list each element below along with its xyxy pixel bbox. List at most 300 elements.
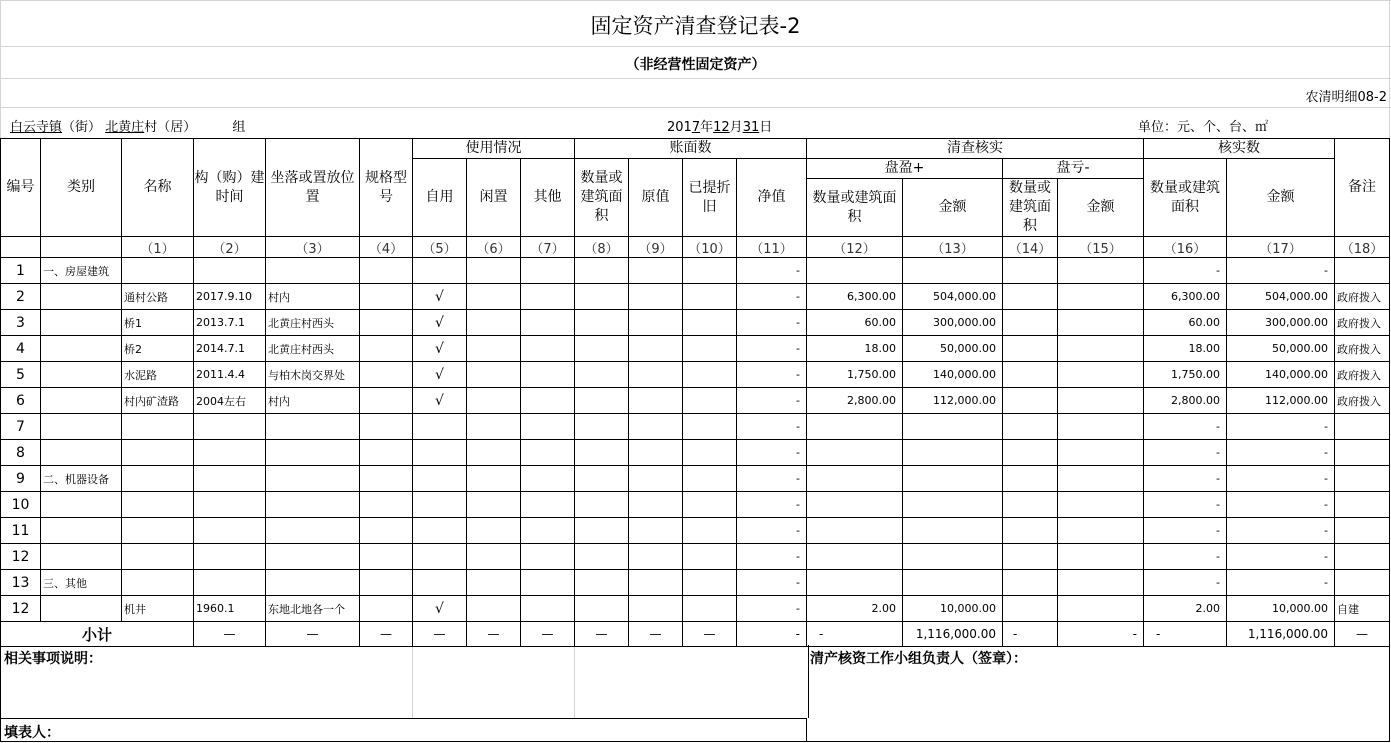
cell-sq[interactable]: [807, 258, 903, 284]
cell-name[interactable]: 桥2: [122, 336, 194, 362]
cell-spec[interactable]: [360, 440, 413, 466]
cell-other[interactable]: [521, 518, 575, 544]
cell-name[interactable]: [122, 492, 194, 518]
cell-la[interactable]: [1058, 258, 1144, 284]
cell-self[interactable]: √: [413, 336, 467, 362]
cell-rem[interactable]: [1335, 440, 1390, 466]
cell-cat[interactable]: 一、房屋建筑: [41, 258, 122, 284]
cell-va[interactable]: 140,000.00: [1227, 362, 1335, 388]
cell-rem[interactable]: [1335, 258, 1390, 284]
cell-name[interactable]: [122, 440, 194, 466]
cell-spec[interactable]: [360, 570, 413, 596]
cell-net[interactable]: -: [737, 362, 807, 388]
cell-la[interactable]: [1058, 544, 1144, 570]
cell-name[interactable]: 通村公路: [122, 284, 194, 310]
cell-sa[interactable]: [903, 414, 1003, 440]
cell-cat[interactable]: [41, 362, 122, 388]
index-cell: （7）: [521, 237, 575, 258]
cell-net[interactable]: -: [737, 492, 807, 518]
cell-rem[interactable]: [1335, 414, 1390, 440]
cell-la[interactable]: [1058, 310, 1144, 336]
cell-vq[interactable]: -: [1144, 440, 1227, 466]
cell-orig[interactable]: [629, 596, 683, 622]
cell-net[interactable]: -: [737, 466, 807, 492]
cell-bqty[interactable]: [575, 596, 629, 622]
cell-vq[interactable]: 1,750.00: [1144, 362, 1227, 388]
cell-vq[interactable]: 6,300.00: [1144, 284, 1227, 310]
cell-sq[interactable]: 2.00: [807, 596, 903, 622]
cell-cat[interactable]: [41, 440, 122, 466]
subtotal-row: [1, 622, 1390, 647]
cell-lq[interactable]: [1003, 284, 1058, 310]
cell-depr[interactable]: [683, 518, 737, 544]
cell-spec[interactable]: [360, 310, 413, 336]
cell-cat[interactable]: [41, 284, 122, 310]
cell-lq[interactable]: [1003, 362, 1058, 388]
cell-va[interactable]: 112,000.00: [1227, 388, 1335, 414]
cell-name[interactable]: [122, 258, 194, 284]
cell-va[interactable]: 10,000.00: [1227, 596, 1335, 622]
cell-rem[interactable]: [1335, 492, 1390, 518]
cell-rem[interactable]: 政府拨入: [1335, 336, 1390, 362]
cell-vq[interactable]: -: [1144, 414, 1227, 440]
sign-area[interactable]: [807, 645, 1390, 742]
cell-spec[interactable]: [360, 466, 413, 492]
cell-lq[interactable]: [1003, 518, 1058, 544]
cell-loc[interactable]: [266, 466, 360, 492]
cell-other[interactable]: [521, 310, 575, 336]
cell-no[interactable]: 6: [1, 388, 41, 414]
cell-other[interactable]: [521, 258, 575, 284]
cell-vq[interactable]: 2.00: [1144, 596, 1227, 622]
cell-other[interactable]: [521, 362, 575, 388]
cell-orig[interactable]: [629, 310, 683, 336]
cell-sq[interactable]: 6,300.00: [807, 284, 903, 310]
cell-depr[interactable]: [683, 440, 737, 466]
cell-time[interactable]: 2011.4.4: [194, 362, 266, 388]
cell-la[interactable]: [1058, 388, 1144, 414]
cell-spec[interactable]: [360, 414, 413, 440]
cell-name[interactable]: 机井: [122, 596, 194, 622]
cell-va[interactable]: 504,000.00: [1227, 284, 1335, 310]
cell-orig[interactable]: [629, 258, 683, 284]
cell-net[interactable]: -: [737, 258, 807, 284]
cell-name[interactable]: [122, 570, 194, 596]
cell-vq[interactable]: -: [1144, 570, 1227, 596]
cell-net[interactable]: -: [737, 336, 807, 362]
cell-depr[interactable]: [683, 466, 737, 492]
cell-cat[interactable]: 三、其他: [41, 570, 122, 596]
cell-idle[interactable]: [467, 388, 521, 414]
cell-net[interactable]: -: [737, 440, 807, 466]
cell-rem[interactable]: 政府拨入: [1335, 362, 1390, 388]
cell-bqty[interactable]: [575, 310, 629, 336]
cell-orig[interactable]: [629, 414, 683, 440]
cell-other[interactable]: [521, 336, 575, 362]
cell-spec[interactable]: [360, 284, 413, 310]
cell-sq[interactable]: [807, 440, 903, 466]
cell-self[interactable]: [413, 466, 467, 492]
cell-spec[interactable]: [360, 388, 413, 414]
cell-vq[interactable]: 2,800.00: [1144, 388, 1227, 414]
cell-sq[interactable]: [807, 544, 903, 570]
cell-lq[interactable]: [1003, 336, 1058, 362]
cell-bqty[interactable]: [575, 414, 629, 440]
column-index-row: [1, 237, 1390, 258]
cell-la[interactable]: [1058, 466, 1144, 492]
date-month-suffix: 月: [729, 120, 743, 135]
cell-orig[interactable]: [629, 570, 683, 596]
cell-la[interactable]: [1058, 284, 1144, 310]
cell-loc[interactable]: [266, 544, 360, 570]
cell-other[interactable]: [521, 570, 575, 596]
cell-loc[interactable]: 村内: [266, 284, 360, 310]
cell-idle[interactable]: [467, 492, 521, 518]
cell-time[interactable]: [194, 466, 266, 492]
cell-time[interactable]: [194, 518, 266, 544]
cell-orig[interactable]: [629, 362, 683, 388]
cell-loc[interactable]: [266, 570, 360, 596]
cell-depr[interactable]: [683, 570, 737, 596]
cell-idle[interactable]: [467, 596, 521, 622]
cell-orig[interactable]: [629, 440, 683, 466]
cell-lq[interactable]: [1003, 466, 1058, 492]
cell-vq[interactable]: -: [1144, 466, 1227, 492]
cell-idle[interactable]: [467, 362, 521, 388]
cell-la[interactable]: [1058, 596, 1144, 622]
cell-net[interactable]: -: [737, 310, 807, 336]
cell-orig[interactable]: [629, 388, 683, 414]
cell-self[interactable]: [413, 570, 467, 596]
cell-depr[interactable]: [683, 492, 737, 518]
cell-sa[interactable]: [903, 518, 1003, 544]
cell-idle[interactable]: [467, 518, 521, 544]
cell-self[interactable]: [413, 258, 467, 284]
cell-orig[interactable]: [629, 518, 683, 544]
cell-cat[interactable]: [41, 518, 122, 544]
cell-time[interactable]: [194, 414, 266, 440]
cell-vq[interactable]: -: [1144, 492, 1227, 518]
cell-sq[interactable]: [807, 466, 903, 492]
cell-rem[interactable]: 政府拨入: [1335, 310, 1390, 336]
cell-self[interactable]: [413, 440, 467, 466]
cell-time[interactable]: 2017.9.10: [194, 284, 266, 310]
cell-la[interactable]: [1058, 414, 1144, 440]
cell-self[interactable]: √: [413, 362, 467, 388]
cell-no[interactable]: 5: [1, 362, 41, 388]
cell-rem[interactable]: [1335, 544, 1390, 570]
cell-net[interactable]: -: [737, 414, 807, 440]
cell-va[interactable]: -: [1227, 466, 1335, 492]
cell-sa[interactable]: 504,000.00: [903, 284, 1003, 310]
cell-net[interactable]: -: [737, 518, 807, 544]
cell-vq[interactable]: -: [1144, 544, 1227, 570]
cell-sa[interactable]: [903, 544, 1003, 570]
cell-no[interactable]: 13: [1, 570, 41, 596]
cell-lq[interactable]: [1003, 388, 1058, 414]
cell-no[interactable]: 12: [1, 596, 41, 622]
cell-time[interactable]: [194, 492, 266, 518]
cell-bqty[interactable]: [575, 570, 629, 596]
cell-bqty[interactable]: [575, 336, 629, 362]
cell-self[interactable]: [413, 544, 467, 570]
cell-la[interactable]: [1058, 336, 1144, 362]
filler-area[interactable]: [0, 718, 807, 742]
cell-other[interactable]: [521, 284, 575, 310]
cell-lq[interactable]: [1003, 570, 1058, 596]
cell-va[interactable]: -: [1227, 518, 1335, 544]
cell-loc[interactable]: [266, 414, 360, 440]
cell-name[interactable]: 村内矿渣路: [122, 388, 194, 414]
cell-sa[interactable]: 300,000.00: [903, 310, 1003, 336]
cell-sa[interactable]: 10,000.00: [903, 596, 1003, 622]
cell-depr[interactable]: [683, 310, 737, 336]
cell-name[interactable]: [122, 466, 194, 492]
cell-depr[interactable]: [683, 362, 737, 388]
town-name: 白云寺镇: [10, 120, 63, 135]
cell-other[interactable]: [521, 414, 575, 440]
cell-cat[interactable]: 二、机器设备: [41, 466, 122, 492]
cell-cat[interactable]: [41, 310, 122, 336]
cell-va[interactable]: -: [1227, 544, 1335, 570]
cell-other[interactable]: [521, 596, 575, 622]
cell-sa[interactable]: [903, 570, 1003, 596]
cell-time[interactable]: [194, 544, 266, 570]
data-rows: [1, 258, 1390, 622]
index-cell-blank: [41, 237, 122, 258]
cell-other[interactable]: [521, 440, 575, 466]
cell-other[interactable]: [521, 544, 575, 570]
cell-no[interactable]: 3: [1, 310, 41, 336]
cell-vq[interactable]: -: [1144, 518, 1227, 544]
cell-bqty[interactable]: [575, 518, 629, 544]
cell-self[interactable]: √: [413, 310, 467, 336]
cell-lq[interactable]: [1003, 440, 1058, 466]
cell-orig[interactable]: [629, 492, 683, 518]
cell-sq[interactable]: [807, 570, 903, 596]
cell-name[interactable]: [122, 544, 194, 570]
cell-vq[interactable]: -: [1144, 258, 1227, 284]
header-depr: 已提折旧: [683, 159, 737, 237]
cell-self[interactable]: √: [413, 596, 467, 622]
cell-time[interactable]: [194, 570, 266, 596]
cell-cat[interactable]: [41, 544, 122, 570]
cell-net[interactable]: -: [737, 544, 807, 570]
sign-label: 清产核资工作小组负责人（签章）：: [810, 651, 1027, 667]
cell-spec[interactable]: [360, 258, 413, 284]
cell-self[interactable]: √: [413, 388, 467, 414]
date-month: 12: [713, 120, 730, 135]
cell-idle[interactable]: [467, 466, 521, 492]
cell-no[interactable]: 8: [1, 440, 41, 466]
cell-no[interactable]: 1: [1, 258, 41, 284]
cell-sa[interactable]: [903, 440, 1003, 466]
subtotal-cell: -: [807, 622, 903, 647]
cell-orig[interactable]: [629, 466, 683, 492]
table-row: [1, 518, 1390, 544]
cell-other[interactable]: [521, 492, 575, 518]
cell-loc[interactable]: 北黄庄村西头: [266, 310, 360, 336]
cell-va[interactable]: -: [1227, 414, 1335, 440]
cell-name[interactable]: [122, 518, 194, 544]
cell-spec[interactable]: [360, 492, 413, 518]
cell-la[interactable]: [1058, 492, 1144, 518]
cell-sa[interactable]: 50,000.00: [903, 336, 1003, 362]
cell-bqty[interactable]: [575, 284, 629, 310]
cell-la[interactable]: [1058, 518, 1144, 544]
cell-idle[interactable]: [467, 544, 521, 570]
cell-rem[interactable]: 政府拨入: [1335, 388, 1390, 414]
cell-no[interactable]: 9: [1, 466, 41, 492]
cell-spec[interactable]: [360, 336, 413, 362]
cell-idle[interactable]: [467, 570, 521, 596]
cell-depr[interactable]: [683, 596, 737, 622]
cell-net[interactable]: -: [737, 570, 807, 596]
cell-lq[interactable]: [1003, 414, 1058, 440]
cell-vq[interactable]: 60.00: [1144, 310, 1227, 336]
cell-lq[interactable]: [1003, 258, 1058, 284]
cell-loc[interactable]: [266, 518, 360, 544]
cell-va[interactable]: 50,000.00: [1227, 336, 1335, 362]
cell-name[interactable]: [122, 414, 194, 440]
cell-cat[interactable]: [41, 492, 122, 518]
cell-no[interactable]: 11: [1, 518, 41, 544]
cell-orig[interactable]: [629, 336, 683, 362]
cell-depr[interactable]: [683, 414, 737, 440]
header-ver-qty: 数量或建筑面积: [1144, 159, 1227, 237]
cell-loc[interactable]: [266, 440, 360, 466]
cell-sq[interactable]: 2,800.00: [807, 388, 903, 414]
cell-sa[interactable]: [903, 492, 1003, 518]
cell-rem[interactable]: [1335, 518, 1390, 544]
cell-rem[interactable]: 政府拨入: [1335, 284, 1390, 310]
cell-loc[interactable]: 与柏木岗交界处: [266, 362, 360, 388]
cell-time[interactable]: 2014.7.1: [194, 336, 266, 362]
cell-other[interactable]: [521, 388, 575, 414]
cell-idle[interactable]: [467, 258, 521, 284]
table-row: [1, 336, 1390, 362]
cell-time[interactable]: 1960.1: [194, 596, 266, 622]
cell-va[interactable]: -: [1227, 570, 1335, 596]
cell-time[interactable]: [194, 258, 266, 284]
cell-sa[interactable]: [903, 466, 1003, 492]
cell-sq[interactable]: [807, 518, 903, 544]
cell-rem[interactable]: [1335, 466, 1390, 492]
cell-bqty[interactable]: [575, 258, 629, 284]
cell-idle[interactable]: [467, 310, 521, 336]
cell-lq[interactable]: [1003, 492, 1058, 518]
cell-loc[interactable]: 村内: [266, 388, 360, 414]
cell-net[interactable]: -: [737, 388, 807, 414]
cell-bqty[interactable]: [575, 544, 629, 570]
cell-spec[interactable]: [360, 362, 413, 388]
cell-no[interactable]: 7: [1, 414, 41, 440]
cell-cat[interactable]: [41, 336, 122, 362]
cell-orig[interactable]: [629, 544, 683, 570]
cell-cat[interactable]: [41, 388, 122, 414]
cell-la[interactable]: [1058, 440, 1144, 466]
cell-bqty[interactable]: [575, 440, 629, 466]
notes-area[interactable]: [0, 645, 809, 718]
cell-bqty[interactable]: [575, 466, 629, 492]
cell-idle[interactable]: [467, 440, 521, 466]
cell-la[interactable]: [1058, 362, 1144, 388]
cell-no[interactable]: 10: [1, 492, 41, 518]
cell-rem[interactable]: 自建: [1335, 596, 1390, 622]
cell-loc[interactable]: [266, 258, 360, 284]
cell-la[interactable]: [1058, 570, 1144, 596]
cell-self[interactable]: [413, 518, 467, 544]
cell-loc[interactable]: 东地北地各一个: [266, 596, 360, 622]
index-cell: （12）: [807, 237, 903, 258]
cell-no[interactable]: 12: [1, 544, 41, 570]
cell-other[interactable]: [521, 466, 575, 492]
cell-self[interactable]: [413, 414, 467, 440]
cell-rem[interactable]: [1335, 570, 1390, 596]
cell-spec[interactable]: [360, 544, 413, 570]
cell-self[interactable]: √: [413, 284, 467, 310]
cell-loc[interactable]: [266, 492, 360, 518]
cell-time[interactable]: 2004左右: [194, 388, 266, 414]
cell-loc[interactable]: 北黄庄村西头: [266, 336, 360, 362]
cell-va[interactable]: 300,000.00: [1227, 310, 1335, 336]
cell-bqty[interactable]: [575, 388, 629, 414]
cell-sa[interactable]: 140,000.00: [903, 362, 1003, 388]
cell-sa[interactable]: [903, 258, 1003, 284]
subtotal-cell: —: [1335, 622, 1390, 647]
cell-cat[interactable]: [41, 596, 122, 622]
cell-orig[interactable]: [629, 284, 683, 310]
cell-idle[interactable]: [467, 414, 521, 440]
cell-net[interactable]: -: [737, 596, 807, 622]
cell-depr[interactable]: [683, 544, 737, 570]
cell-lq[interactable]: [1003, 544, 1058, 570]
cell-name[interactable]: 水泥路: [122, 362, 194, 388]
cell-sq[interactable]: 1,750.00: [807, 362, 903, 388]
cell-depr[interactable]: [683, 336, 737, 362]
cell-net[interactable]: -: [737, 284, 807, 310]
cell-sa[interactable]: 112,000.00: [903, 388, 1003, 414]
cell-va[interactable]: -: [1227, 492, 1335, 518]
cell-sq[interactable]: [807, 414, 903, 440]
cell-va[interactable]: -: [1227, 258, 1335, 284]
cell-no[interactable]: 2: [1, 284, 41, 310]
cell-time[interactable]: [194, 440, 266, 466]
cell-depr[interactable]: [683, 284, 737, 310]
cell-bqty[interactable]: [575, 492, 629, 518]
cell-bqty[interactable]: [575, 362, 629, 388]
cell-idle[interactable]: [467, 336, 521, 362]
subtotal-label: 小计: [1, 622, 194, 647]
cell-idle[interactable]: [467, 284, 521, 310]
cell-va[interactable]: -: [1227, 440, 1335, 466]
cell-sq[interactable]: [807, 492, 903, 518]
cell-spec[interactable]: [360, 518, 413, 544]
cell-no[interactable]: 4: [1, 336, 41, 362]
cell-sq[interactable]: 18.00: [807, 336, 903, 362]
cell-time[interactable]: 2013.7.1: [194, 310, 266, 336]
cell-cat[interactable]: [41, 414, 122, 440]
cell-vq[interactable]: 18.00: [1144, 336, 1227, 362]
cell-depr[interactable]: [683, 258, 737, 284]
cell-name[interactable]: 桥1: [122, 310, 194, 336]
cell-lq[interactable]: [1003, 596, 1058, 622]
cell-lq[interactable]: [1003, 310, 1058, 336]
cell-sq[interactable]: 60.00: [807, 310, 903, 336]
cell-depr[interactable]: [683, 388, 737, 414]
cell-spec[interactable]: [360, 596, 413, 622]
cell-self[interactable]: [413, 492, 467, 518]
